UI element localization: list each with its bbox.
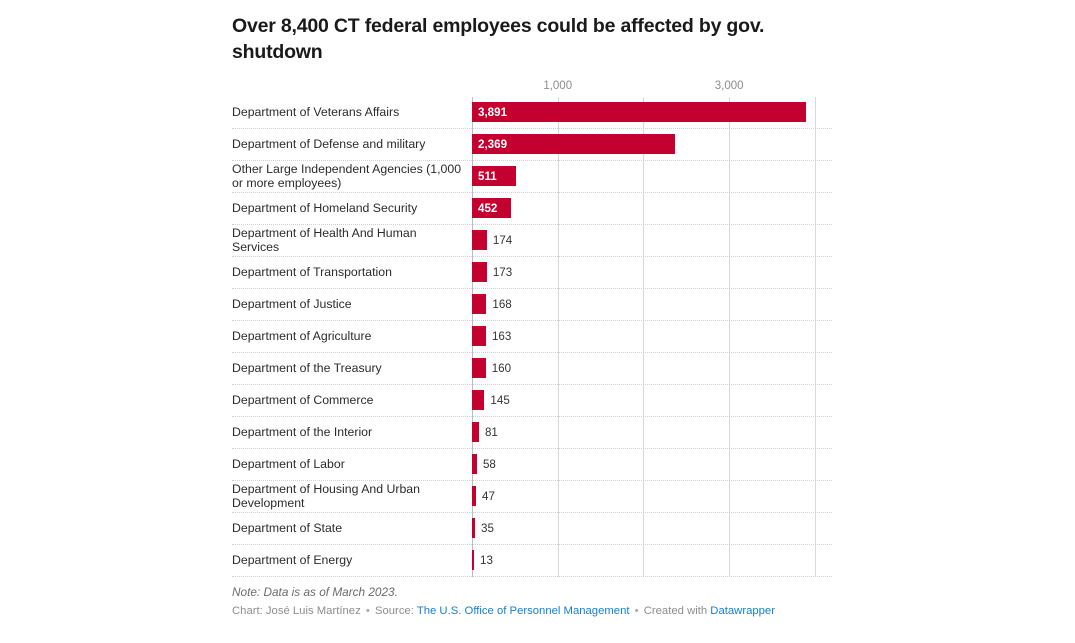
bar-category-label: Department of Transportation	[232, 265, 392, 280]
credit-separator-2: •	[631, 605, 642, 617]
bar-track	[472, 481, 832, 512]
footer-credit	[232, 605, 852, 617]
bar-track	[472, 449, 832, 480]
bar-value-label: 3,891	[478, 105, 508, 119]
bar-rows	[232, 97, 832, 577]
source-link[interactable]: The U.S. Office of Personnel Management	[416, 605, 630, 617]
x-axis-ticks	[472, 80, 832, 97]
credit-separator-1: •	[362, 605, 373, 617]
bar-value-label: 452	[478, 201, 498, 215]
bar-category-label: Department of the Treasury	[232, 361, 382, 376]
bar-row	[232, 481, 832, 513]
bar-row	[232, 97, 832, 129]
bar-track	[472, 161, 832, 192]
bar-row	[232, 225, 832, 257]
bar-value-label: 35	[481, 521, 494, 535]
bar[interactable]	[472, 230, 487, 250]
bar-category-label: Department of Commerce	[232, 393, 374, 408]
bar-value-label: 81	[484, 425, 498, 439]
bar-category-label: Department of Agriculture	[232, 329, 372, 344]
bar-category-label: Department of Energy	[232, 553, 353, 568]
bar-track	[472, 225, 832, 256]
bar[interactable]	[472, 134, 675, 154]
bar-value-label: 168	[492, 297, 512, 311]
bar[interactable]	[472, 198, 511, 218]
bar-category-label: Department of the Interior	[232, 425, 373, 440]
bar[interactable]	[472, 358, 486, 378]
bar-row	[232, 385, 832, 417]
bar-track	[472, 257, 832, 288]
bar[interactable]	[472, 454, 477, 474]
bar-track	[472, 385, 832, 416]
page-title: Over 8,400 CT federal employees could be affected by gov. shutdown	[232, 15, 765, 63]
bar-category-label: Department of State	[232, 521, 343, 536]
bar-row	[232, 449, 832, 481]
bar[interactable]	[472, 166, 516, 186]
bar-track	[472, 321, 832, 352]
bar-category-label: Department of Veterans Affairs	[232, 105, 400, 120]
bar-row	[232, 193, 832, 225]
bar[interactable]	[472, 102, 806, 122]
bar-track	[472, 289, 832, 320]
bar-value-label: 173	[492, 265, 513, 279]
bar-track	[472, 513, 832, 544]
bar-category-label: Department of Housing And Urban Development	[232, 481, 420, 511]
bar-value-label: 145	[490, 393, 510, 407]
bar-row	[232, 353, 832, 385]
plot-area	[232, 80, 832, 577]
bar[interactable]	[472, 422, 479, 442]
bar[interactable]	[472, 390, 484, 410]
bar-row	[232, 161, 832, 193]
bar-value-label: 58	[482, 457, 496, 471]
bar[interactable]	[472, 550, 474, 570]
bar[interactable]	[472, 326, 486, 346]
datawrapper-link[interactable]: Datawrapper	[710, 605, 775, 617]
bar-track	[472, 417, 832, 448]
bar-category-label: Department of Justice	[232, 297, 352, 312]
bar-value-label: 47	[482, 489, 495, 503]
credit-author: Chart: José Luis Martínez	[232, 605, 361, 617]
bar-value-label: 174	[492, 233, 513, 247]
bar-value-label: 13	[480, 553, 493, 567]
chart-container	[232, 14, 846, 577]
bar-track	[472, 129, 832, 160]
bar[interactable]	[472, 518, 475, 538]
bar-category-label: Department of Health And Human Services	[232, 225, 417, 255]
x-axis-tick-label: 1,000	[543, 79, 573, 92]
bar-track	[472, 193, 832, 224]
bar[interactable]	[472, 486, 476, 506]
bar-value-label: 511	[478, 169, 497, 183]
bar[interactable]	[472, 262, 487, 282]
bar-category-label: Department of Labor	[232, 457, 345, 472]
bar-value-label: 160	[491, 361, 512, 375]
bar-category-label: Department of Defense and military	[232, 137, 426, 152]
bar-row	[232, 417, 832, 449]
chart-footer	[232, 585, 852, 617]
bar[interactable]	[472, 294, 486, 314]
bar-category-label: Department of Homeland Security	[232, 201, 418, 216]
bar-value-label: 2,369	[478, 137, 508, 151]
bar-track	[472, 97, 832, 128]
bar-row	[232, 129, 832, 161]
bar-track	[472, 545, 832, 576]
bar-track	[472, 353, 832, 384]
bar-row	[232, 513, 832, 545]
bar-row	[232, 257, 832, 289]
bar-row	[232, 321, 832, 353]
bar-row	[232, 545, 832, 577]
source-label: Source:	[374, 605, 414, 617]
created-label: Created with	[643, 605, 708, 617]
footer-note: Note: Data is as of March 2023.	[232, 585, 398, 599]
bar-row	[232, 289, 832, 321]
x-axis-tick-label: 3,000	[714, 79, 744, 92]
bar-value-label: 163	[491, 329, 512, 343]
bar-category-label: Other Large Independent Agencies (1,000 or more employees)	[232, 161, 462, 191]
